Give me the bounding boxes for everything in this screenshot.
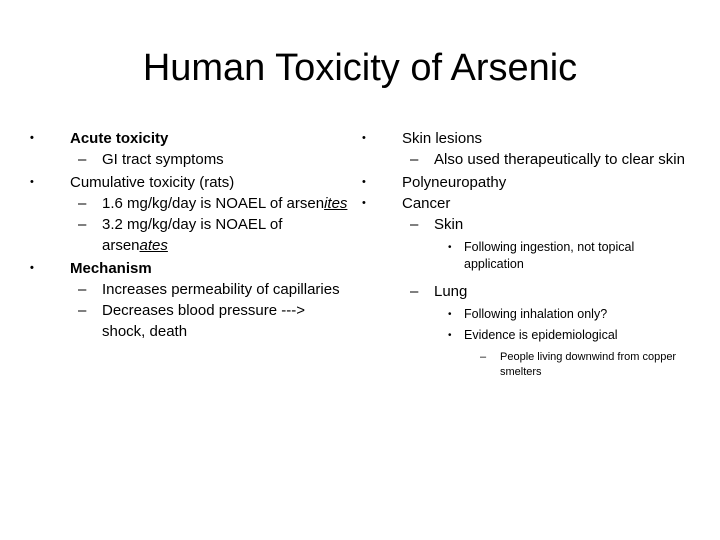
dash-mark: – [410,151,419,168]
sub-bullet-skin [362,214,692,235]
sub-sub-bullet-text: Following ingestion, not topical application [464,240,635,271]
bullet-text: Polyneuropathy [402,174,507,191]
bullet-mark: • [30,176,34,188]
sub-bullet-text: Decreases blood pressure ---> shock, death [102,302,306,340]
bullet-cancer [362,193,692,214]
bullet-mark: • [448,309,452,320]
sub-bullet-permeability [30,279,350,300]
sub-bullet-arsenates [30,214,350,256]
sub-bullet-text: Lung [434,283,468,300]
sub-bullet-gi-tract [30,149,350,170]
bullet-text: Cumulative toxicity (rats) [70,174,235,191]
dash-mark: – [410,216,419,233]
emphasis-ates: ates [139,237,168,254]
dash-mark: – [480,351,487,363]
sub-bullet-text: Increases permeability of capillaries [102,281,340,298]
left-column [30,128,350,342]
dash-mark: – [78,281,87,298]
dash-mark: – [410,283,419,300]
sub-bullet-arsenites [30,193,350,214]
sub-sub-bullet-text: Following inhalation only? [464,307,608,321]
bullet-text: Skin lesions [402,130,483,147]
dash-mark: – [78,216,87,233]
bullet-text: Cancer [402,195,451,212]
sub-sub-bullet-inhalation [362,306,692,323]
sub-bullet-text: Skin [434,216,464,233]
bullet-mark: • [448,242,452,253]
slide-title: Human Toxicity of Arsenic [142,47,578,89]
sub-bullet-text: 3.2 mg/kg/day is NOAEL of arsen [102,216,283,254]
sub-bullet-text: 1.6 mg/kg/day is NOAEL of arsen [102,195,325,212]
bullet-mark: • [362,176,366,188]
sub-sub-bullet-text: Evidence is epidemiological [464,328,618,342]
dash-mark: – [78,195,87,212]
dash-mark: – [78,302,87,319]
bullet-mark: • [448,330,452,341]
bullet-mechanism [30,258,350,279]
bullet-acute-toxicity [30,128,350,149]
level4-bullet-text: People living downwind from copper smelters [500,351,677,378]
bullet-skin-lesions [362,128,692,149]
bullet-text: Acute toxicity [70,130,169,147]
sub-sub-bullet-epidemiological [362,327,692,344]
sub-bullet-lung [362,281,692,302]
sub-bullet-text: Also used therapeutically to clear skin [434,151,685,168]
bullet-mark: • [362,197,366,209]
level4-bullet-smelters [362,350,692,380]
right-column [362,128,692,380]
dash-mark: – [78,151,87,168]
sub-sub-bullet-ingestion [362,239,692,273]
sub-bullet-blood-pressure [30,300,350,342]
sub-bullet-text: GI tract symptoms [102,151,224,168]
bullet-text: Mechanism [70,260,152,277]
bullet-mark: • [30,262,34,274]
bullet-mark: • [30,132,34,144]
emphasis-ites: ites [324,195,348,212]
sub-bullet-therapeutic [362,149,692,170]
bullet-mark: • [362,132,366,144]
bullet-polyneuropathy [362,172,692,193]
bullet-cumulative-toxicity [30,172,350,193]
